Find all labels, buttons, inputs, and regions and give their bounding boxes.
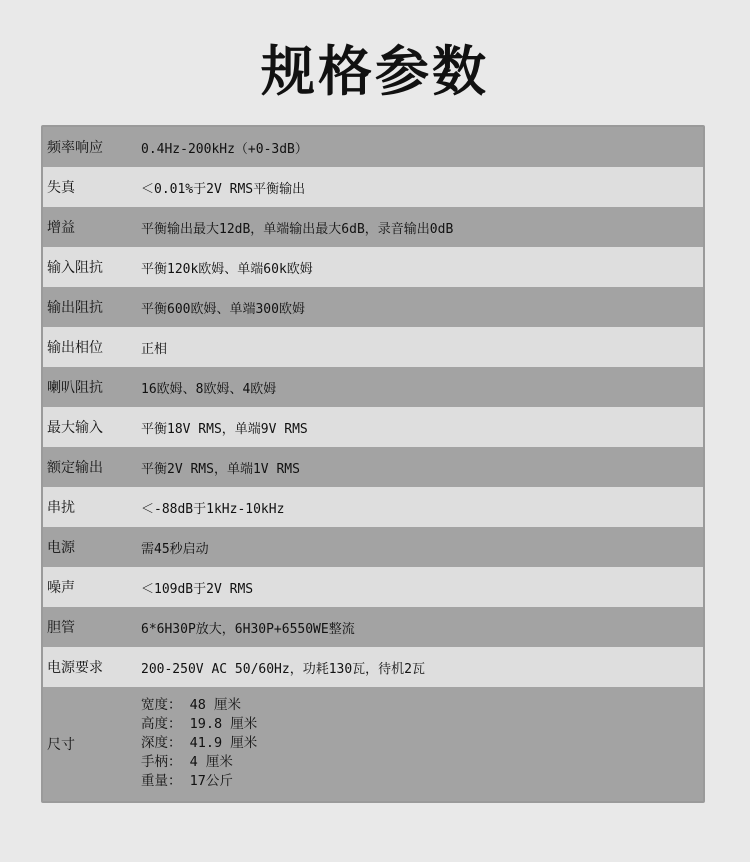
spec-row-output-phase	[43, 327, 703, 367]
spec-row-gain	[43, 207, 703, 247]
dimension-handle: 手柄： 4 厘米	[141, 754, 233, 770]
dimension-weight: 重量： 17公斤	[141, 773, 233, 789]
spec-label: 电源	[47, 540, 75, 556]
dimension-depth: 深度： 41.9 厘米	[141, 735, 258, 751]
dimension-width: 宽度： 48 厘米	[141, 697, 242, 713]
spec-table	[41, 125, 705, 803]
spec-label: 输出相位	[47, 340, 103, 356]
spec-label: 串扰	[47, 500, 75, 516]
spec-label: 输出阻抗	[47, 300, 103, 316]
spec-label: 增益	[47, 220, 75, 236]
spec-row-power	[43, 527, 703, 567]
spec-value: 平衡输出最大12dB，单端输出最大6dB，录音输出0dB	[141, 221, 454, 237]
spec-row-distortion	[43, 167, 703, 207]
spec-row-rated-output	[43, 447, 703, 487]
spec-row-crosstalk	[43, 487, 703, 527]
spec-label: 最大输入	[47, 420, 103, 436]
spec-value: 平衡600欧姆、单端300欧姆	[141, 301, 305, 317]
page-title: 规格参数	[261, 40, 489, 103]
spec-row-frequency-response	[43, 127, 703, 167]
spec-label: 额定输出	[47, 460, 103, 476]
spec-row-power-requirement	[43, 647, 703, 687]
spec-value: ＜109dB于2V RMS	[141, 581, 254, 597]
dimensions-list	[141, 696, 257, 791]
spec-value: ＜-88dB于1kHz-10kHz	[141, 501, 285, 517]
spec-value: 16欧姆、8欧姆、4欧姆	[141, 381, 277, 397]
spec-row-tubes	[43, 607, 703, 647]
spec-label: 输入阻抗	[47, 260, 103, 276]
spec-row-noise	[43, 567, 703, 607]
spec-row-input-impedance	[43, 247, 703, 287]
spec-value: 平衡2V RMS，单端1V RMS	[141, 461, 300, 477]
spec-row-dimensions	[43, 687, 703, 801]
spec-value: 0.4Hz-200kHz（+0-3dB）	[141, 141, 308, 157]
spec-label: 噪声	[47, 580, 75, 596]
spec-label: 电源要求	[47, 660, 103, 676]
dimension-height: 高度： 19.8 厘米	[141, 716, 258, 732]
spec-value: 6*6H30P放大，6H30P+6550WE整流	[141, 621, 355, 637]
spec-value: 正相	[141, 341, 168, 357]
spec-row-output-impedance	[43, 287, 703, 327]
spec-label: 喇叭阻抗	[47, 380, 103, 396]
spec-label: 失真	[47, 180, 75, 196]
spec-label: 胆管	[47, 620, 75, 636]
spec-value: 需45秒启动	[141, 541, 209, 557]
spec-label: 频率响应	[47, 140, 103, 156]
spec-value: ＜0.01%于2V RMS平衡输出	[141, 181, 306, 197]
spec-row-max-input	[43, 407, 703, 447]
spec-row-speaker-impedance	[43, 367, 703, 407]
spec-value: 平衡18V RMS，单端9V RMS	[141, 421, 308, 437]
spec-label: 尺寸	[47, 737, 75, 753]
spec-value: 平衡120k欧姆、单端60k欧姆	[141, 261, 313, 277]
spec-value: 200-250V AC 50/60Hz，功耗130瓦，待机2瓦	[141, 661, 426, 677]
